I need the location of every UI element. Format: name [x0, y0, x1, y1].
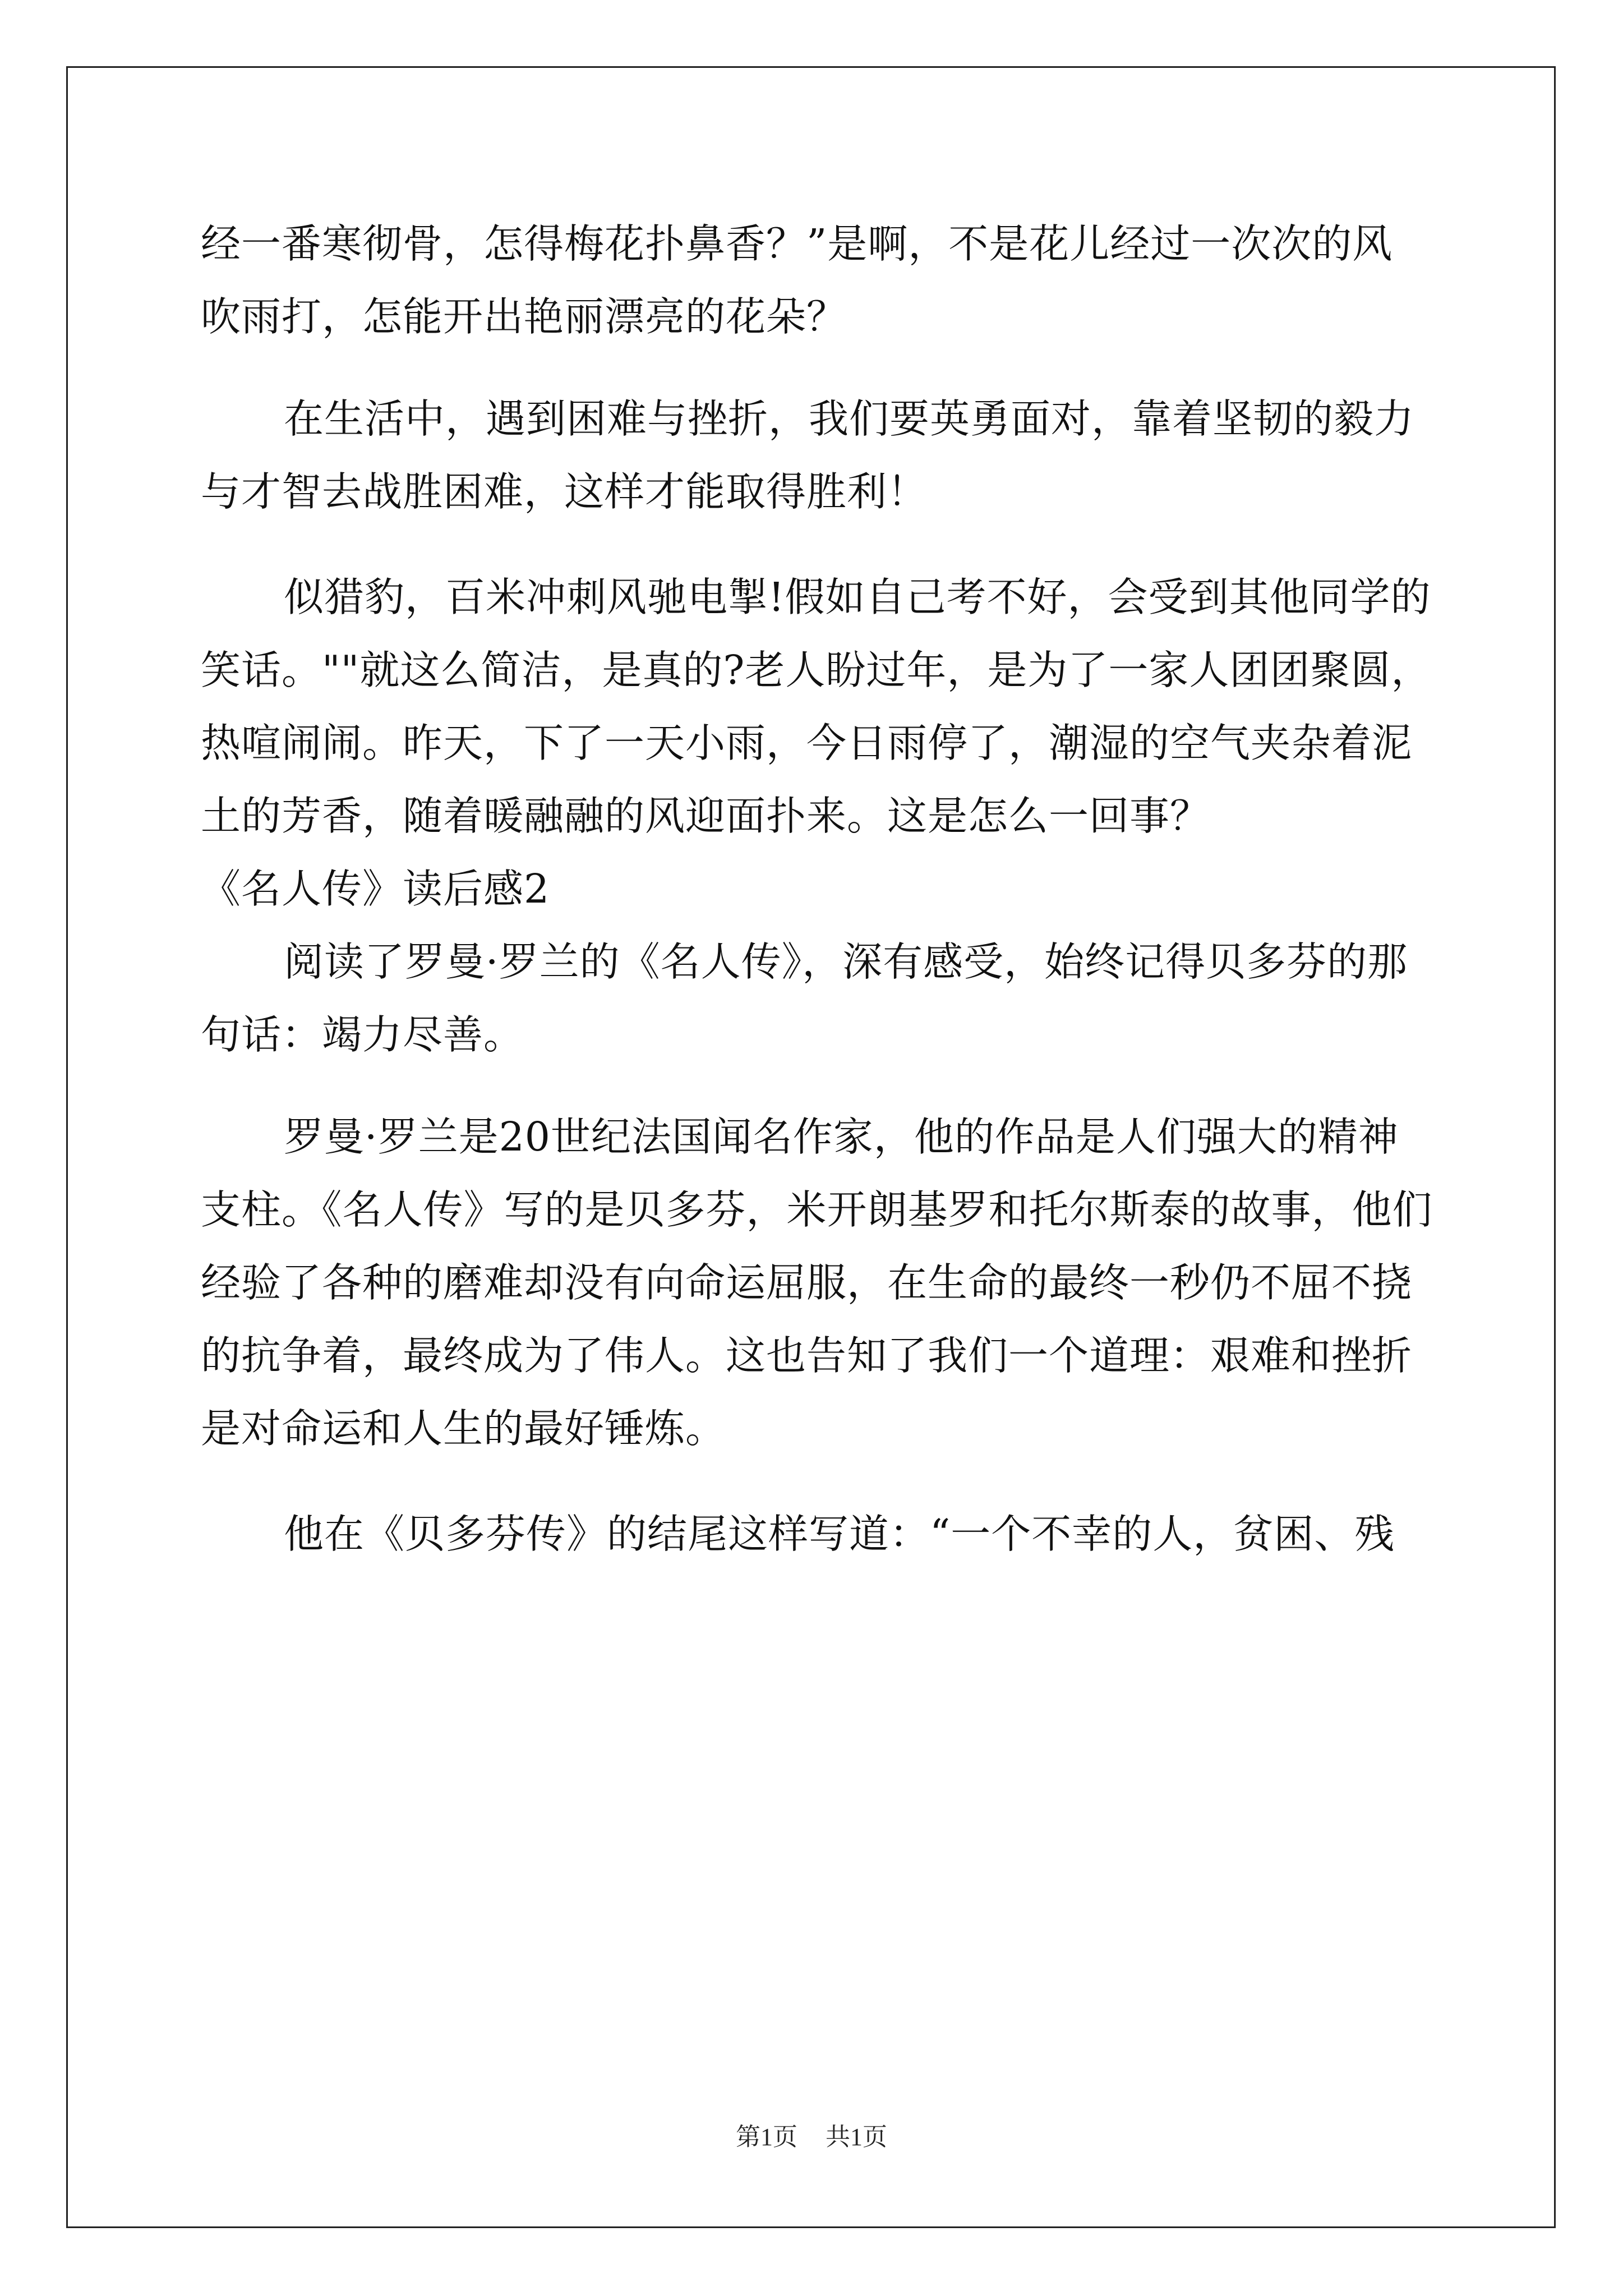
text-line: 支柱。《名人传》写的是贝多芬，米开朗基罗和托尔斯泰的故事，他们: [201, 1186, 1433, 1233]
text-line: 是对命运和人生的最好锤炼。: [201, 1405, 726, 1452]
page-number: 第1页: [736, 2123, 797, 2151]
page-total: 共1页: [826, 2123, 887, 2151]
text-line: 与才智去战胜困难，这样才能取得胜利！: [201, 468, 928, 515]
text-line: 的抗争着，最终成为了伟人。这也告知了我们一个道理：艰难和挫折: [201, 1332, 1413, 1379]
text-line: 在生活中，遇到困难与挫折，我们要英勇面对，靠着坚韧的毅力: [284, 395, 1415, 442]
page-footer: [0, 2120, 1623, 2154]
text-line: 吹雨打，怎能开出艳丽漂亮的花朵？: [201, 293, 847, 340]
text-line: 似猎豹，百米冲刺风驰电掣!假如自己考不好，会受到其他同学的: [284, 574, 1431, 620]
text-line: 经一番寒彻骨，怎得梅花扑鼻香？”是啊，不是花儿经过一次次的风: [201, 220, 1393, 267]
text-line: 经验了各种的磨难却没有向命运屈服，在生命的最终一秒仍不屈不挠: [201, 1259, 1413, 1306]
section-heading: 《名人传》读后感2: [201, 866, 550, 912]
text-line: 阅读了罗曼·罗兰的《名人传》，深有感受，始终记得贝多芬的那: [284, 938, 1408, 985]
text-line: 他在《贝多芬传》的结尾这样写道：“一个不幸的人，贫困、残: [284, 1511, 1395, 1557]
text-line: 句话：竭力尽善。: [201, 1011, 524, 1058]
text-line: 罗曼·罗兰是20世纪法国闻名作家，他的作品是人们强大的精神: [284, 1114, 1399, 1160]
text-line: 热喧闹闹。昨天，下了一天小雨，今日雨停了，潮湿的空气夹杂着泥: [201, 720, 1413, 766]
text-line: 土的芳香，随着暖融融的风迎面扑来。这是怎么一回事？: [201, 793, 1211, 839]
text-line: 笑话。""就这么简洁，是真的?老人盼过年，是为了一家人团团聚圆，: [201, 647, 1432, 693]
